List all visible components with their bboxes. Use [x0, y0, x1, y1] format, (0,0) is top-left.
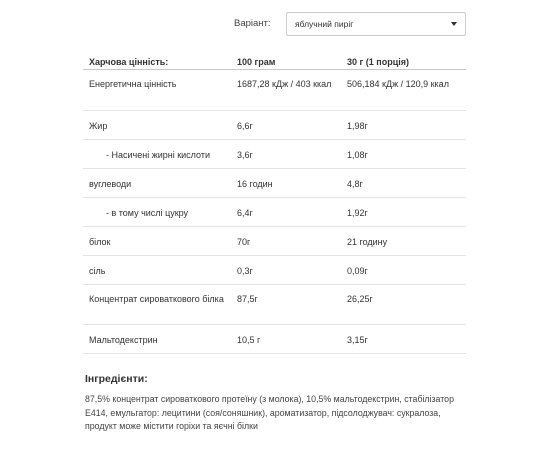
nutrient-per-100g: 70г [237, 237, 251, 247]
header-nutrition-value: Харчова цінність: [89, 57, 169, 67]
variant-label: Варіант: [234, 18, 271, 29]
nutrient-per-serving: 21 годину [347, 237, 388, 247]
nutrient-name: сіль [89, 266, 106, 276]
nutrient-per-serving: 506,184 кДж / 120,9 ккал [347, 79, 449, 89]
nutrient-name: Концентрат сироваткового білка [89, 294, 224, 304]
header-per-serving: 30 г (1 порція) [347, 57, 409, 67]
nutrient-per-100g: 6,4г [237, 208, 253, 218]
nutrient-per-serving: 1,08г [347, 150, 368, 160]
nutrient-name: білок [89, 237, 111, 247]
variant-select[interactable] [286, 12, 466, 36]
nutrient-name: Жир [89, 121, 108, 131]
nutrient-per-100g: 87,5г [237, 294, 258, 304]
nutrient-per-serving: 1,92г [347, 208, 368, 218]
ingredients-title: Інгредієнти: [85, 373, 148, 385]
table-row [83, 256, 466, 285]
nutrient-per-100g: 3,6г [237, 150, 253, 160]
chevron-down-icon [451, 22, 457, 26]
nutrient-per-serving: 26,25г [347, 294, 373, 304]
nutrient-name: Мальтодекстрин [89, 335, 158, 345]
table-row [83, 111, 466, 140]
nutrient-per-100g: 6,6г [237, 121, 253, 131]
nutrient-name: Енергетична цінність [89, 79, 177, 89]
nutrient-name: - Насичені жирні кислоти [106, 150, 210, 160]
table-row [83, 70, 466, 111]
nutrition-table [83, 48, 466, 354]
nutrient-per-serving: 3,15г [347, 335, 368, 345]
variant-row [0, 12, 550, 36]
header-per-100g: 100 грам [237, 57, 276, 67]
table-row [83, 140, 466, 169]
nutrition-table-header [83, 48, 466, 70]
nutrient-per-serving: 0,09г [347, 266, 368, 276]
table-row [83, 325, 466, 354]
ingredients-text: 87,5% концентрат сироваткового протеїну (з молока), 10,5% мальтодекстрин, стабілізатор E414, емульгатор: лецитини (соя/соняшник), ароматизатор, підсолоджувач: сукралоза, продукт може містити горіхи та яєчні білки [85, 394, 454, 431]
nutrient-per-100g: 16 годин [237, 179, 273, 189]
nutrient-per-100g: 0,3г [237, 266, 253, 276]
nutrient-per-100g: 10,5 г [237, 335, 261, 345]
nutrient-name: вуглеводи [89, 179, 132, 189]
variant-selected-value: яблучний пиріг [295, 19, 354, 29]
nutrient-per-100g: 1687,28 кДж / 403 ккал [237, 79, 332, 89]
table-row [83, 285, 466, 325]
nutrient-per-serving: 4,8г [347, 179, 363, 189]
nutrient-per-serving: 1,98г [347, 121, 368, 131]
table-row [83, 169, 466, 198]
table-row [83, 227, 466, 256]
nutrient-name: - в тому числі цукру [106, 208, 189, 218]
table-row [83, 198, 466, 227]
